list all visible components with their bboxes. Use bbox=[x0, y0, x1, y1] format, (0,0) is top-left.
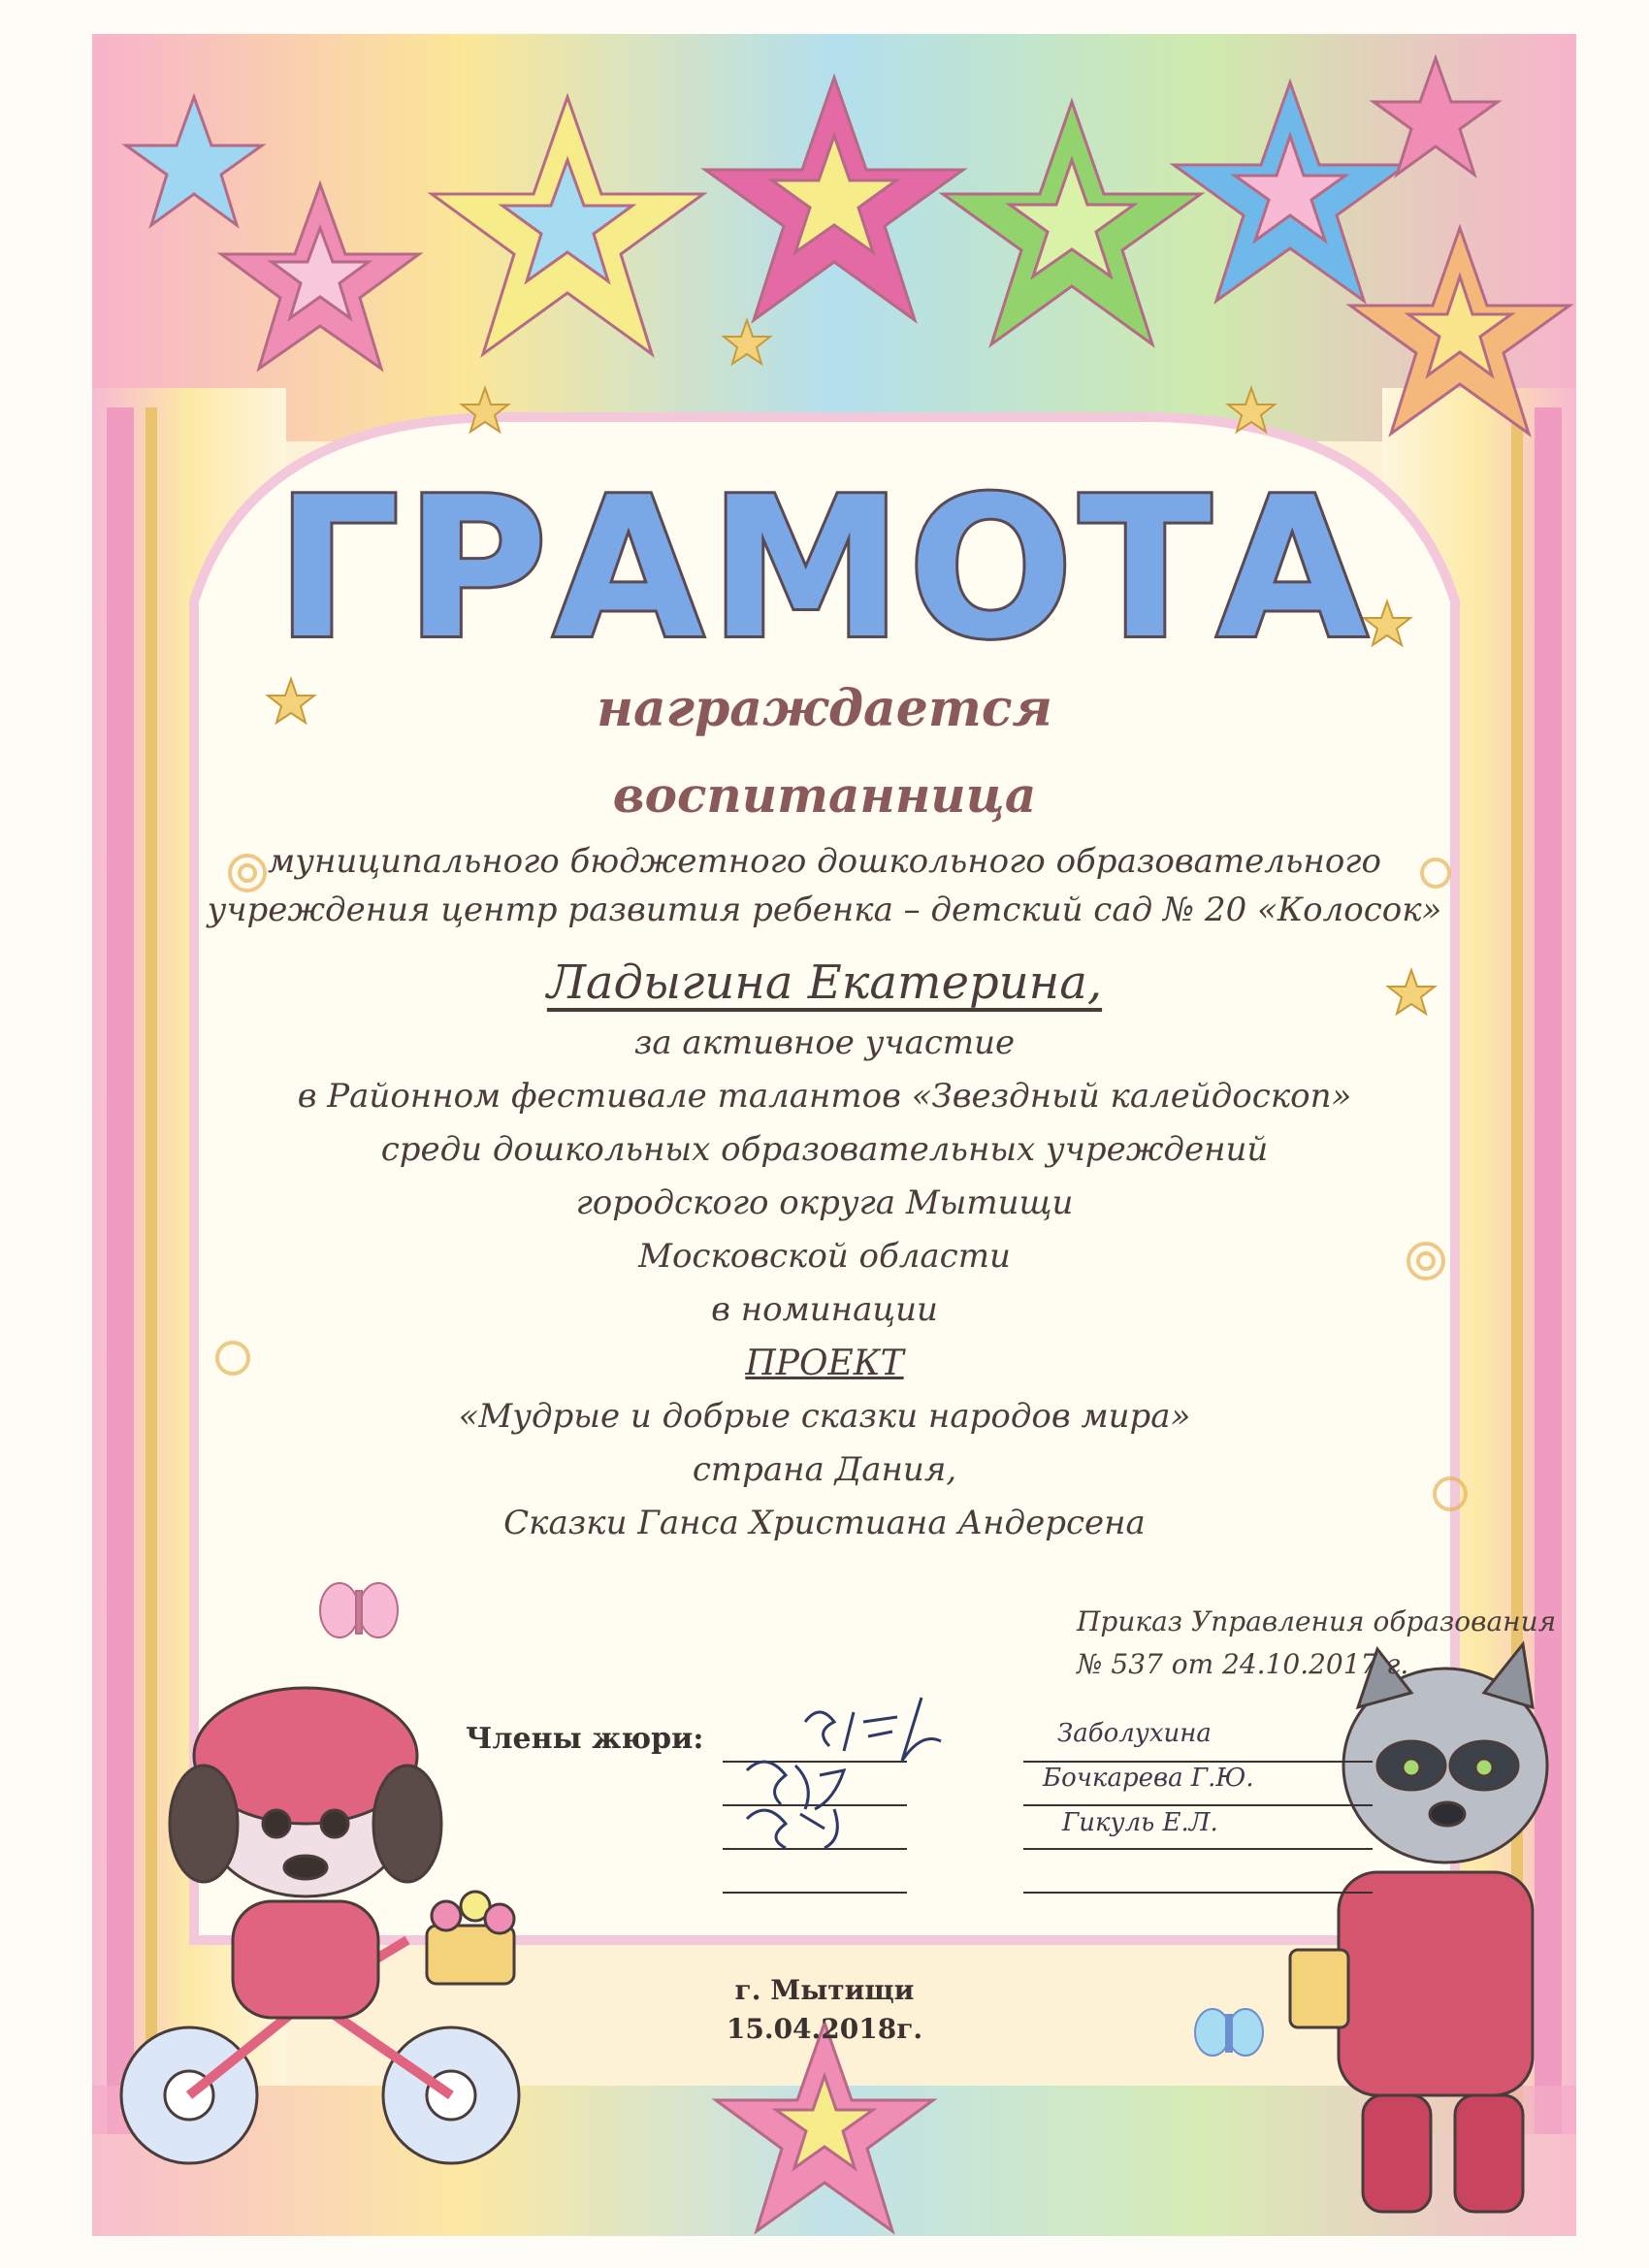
reason-line-4: городского округа Мытищи bbox=[575, 1183, 1074, 1222]
project-title: «Мудрые и добрые сказки народов мира» bbox=[458, 1397, 1191, 1436]
reason-line-1: за активное участие bbox=[633, 1023, 1016, 1062]
institution-line-2: учреждения центр развития ребенка – детский сад № 20 «Колосок» bbox=[207, 891, 1442, 929]
jury-signature-line bbox=[1023, 1761, 1373, 1763]
jury-signature-1: Заболухина bbox=[1057, 1719, 1212, 1748]
order-line-2: № 537 от 24.10.2017 г. bbox=[1077, 1648, 1409, 1680]
jury-signature-line bbox=[1023, 1804, 1373, 1806]
order-reference bbox=[1077, 1601, 1556, 1686]
order-line-1: Приказ Управления образования bbox=[1077, 1605, 1557, 1637]
issue-date: 15.04.2018г. bbox=[726, 2013, 923, 2045]
institution-line-1: муниципального бюджетного дошкольного образовательного bbox=[268, 842, 1381, 881]
jury-signature-2: Бочкарева Г.Ю. bbox=[1043, 1764, 1254, 1793]
handwritten-signatures-left bbox=[728, 1693, 1018, 1858]
recipient-name: Ладыгина Екатерина, bbox=[546, 956, 1103, 1010]
reason-line-5: Московской области bbox=[638, 1237, 1011, 1276]
jury-signature-3: Гикуль Е.Л. bbox=[1062, 1808, 1218, 1837]
certificate-title: ГРАМОТА bbox=[275, 456, 1374, 682]
jury-signature-line bbox=[723, 1892, 907, 1894]
recipient-role: воспитанница bbox=[612, 766, 1037, 824]
jury-signature-line bbox=[1023, 1892, 1373, 1894]
tales: Сказки Ганса Христиана Андерсена bbox=[503, 1504, 1146, 1542]
country: страна Дания, bbox=[692, 1450, 957, 1489]
jury-label: Члены жюри: bbox=[466, 1722, 704, 1756]
reason-line-2: в Районном фестивале талантов «Звездный калейдоскоп» bbox=[297, 1077, 1352, 1116]
reason-line-3: среди дошкольных образовательных учреждений bbox=[380, 1130, 1269, 1169]
city: г. Мытищи bbox=[734, 1974, 915, 2006]
nomination-label: в номинации bbox=[711, 1290, 938, 1329]
jury-signature-line bbox=[1023, 1848, 1373, 1850]
nomination: ПРОЕКТ bbox=[745, 1344, 904, 1383]
butterfly-left bbox=[320, 1583, 398, 1637]
awarded-text: награждается bbox=[597, 679, 1052, 738]
